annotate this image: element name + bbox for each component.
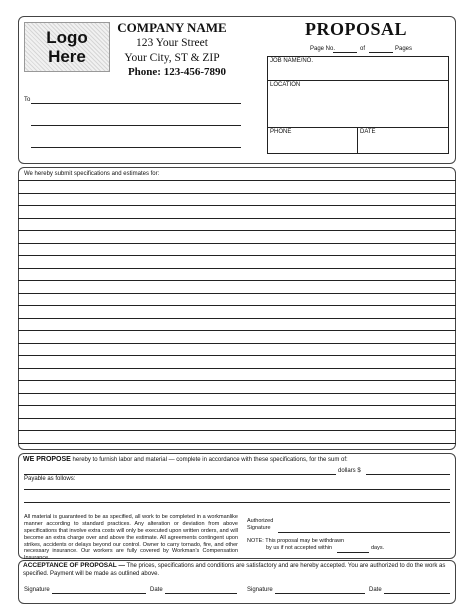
to-line-2[interactable] [31,125,241,126]
specification-line[interactable] [18,405,456,406]
specification-line[interactable] [18,380,456,381]
specification-line[interactable] [18,330,456,331]
location-field[interactable] [267,127,449,128]
specification-line[interactable] [18,218,456,219]
specification-line[interactable] [18,230,456,231]
to-line-3[interactable] [31,147,241,148]
to-label: To [24,97,31,103]
of-label: of [360,46,366,52]
payable-line-1[interactable] [24,489,450,490]
logo-placeholder [24,22,110,72]
company-name: COMPANY NAME [117,20,227,35]
date-label: DATE [360,129,376,135]
payable-label: Payable as follows: [24,476,76,482]
company-city: Your City, ST & ZIP [124,52,220,64]
specification-line[interactable] [18,418,456,419]
customer-date-label-1: Date [150,587,163,593]
specification-line[interactable] [18,255,456,256]
company-street: 123 Your Street [136,37,208,49]
sum-words-field[interactable] [24,474,336,475]
phone-label: PHONE [270,129,292,135]
specification-line[interactable] [18,205,456,206]
proposal-title: PROPOSAL [304,19,407,39]
we-propose-body: hereby to furnish labor and material — complete in accordance with these specifications, for the sum of: [72,457,348,463]
phone-date-divider [357,127,358,154]
withdrawal-note-line-1: NOTE: This proposal may be withdrawn [247,538,345,544]
withdrawal-days-field[interactable] [337,552,369,553]
specification-line[interactable] [18,180,456,181]
acceptance-body: The prices, specifications and conditions are satisfactory and are hereby accepted. You are authorized to do the work as specified. Payment will be made as outlined above. [23,563,446,577]
we-propose-text [23,456,453,463]
specification-line[interactable] [18,268,456,269]
page-no-field[interactable] [333,52,357,53]
job-name-field[interactable] [267,80,449,81]
customer-date-field-2[interactable] [384,593,450,594]
job-info-box [267,56,449,154]
customer-signature-field-2[interactable] [275,593,365,594]
customer-date-label-2: Date [369,587,382,593]
job-name-label: JOB NAME/NO. [270,58,314,64]
specification-line[interactable] [18,305,456,306]
company-phone: Phone: 123-456-7890 [127,66,227,78]
to-line-1[interactable] [31,103,241,104]
customer-signature-field-1[interactable] [52,593,146,594]
specification-line[interactable] [18,368,456,369]
specifications-box [18,167,456,450]
customer-date-field-1[interactable] [165,593,237,594]
payable-line-2[interactable] [24,502,450,503]
specification-line[interactable] [18,293,456,294]
days-label: days. [371,545,385,551]
specification-line[interactable] [18,243,456,244]
page-total-field[interactable] [369,52,393,53]
pages-label: Pages [395,46,413,52]
specification-line[interactable] [18,430,456,431]
withdrawal-note-line-2: by us if not accepted within [266,545,333,551]
customer-signature-label-1: Signature [24,587,50,593]
specification-line[interactable] [18,355,456,356]
logo-text: Logo Here [46,28,88,66]
specification-line[interactable] [18,280,456,281]
specification-line[interactable] [18,393,456,394]
authorized-signature-label: Authorized Signature [247,518,274,531]
page-no-label: Page No. [310,46,336,52]
acceptance-lead: ACCEPTANCE OF PROPOSAL — [23,562,125,569]
specification-line[interactable] [18,193,456,194]
specification-line[interactable] [18,318,456,319]
specification-line[interactable] [18,343,456,344]
dollars-label: dollars $ [338,468,361,474]
sum-amount-field[interactable] [366,474,450,475]
guarantee-terms: All material is guaranteed to be as specified, all work to be completed in a workmanlike manner according to standard practices. Any alteration or deviation from above specifications that involve extra costs will only be executed upon written orders, and will become an extra charge over and above the estimate. All agreements contingent upon strikes, accidents or delays beyond our control. Owner to carry tornado, fire, and other necessary insurance. Our workers are fully covered by Workman's Compensation Insurance. [24,514,238,562]
authorized-signature-field[interactable] [278,532,450,533]
specifications-intro: We hereby submit specifications and estimates for: [24,171,160,177]
acceptance-text [23,562,451,579]
customer-signature-label-2: Signature [247,587,273,593]
location-label: LOCATION [270,82,301,88]
specification-line[interactable] [18,443,456,444]
we-propose-lead: WE PROPOSE [23,456,71,463]
